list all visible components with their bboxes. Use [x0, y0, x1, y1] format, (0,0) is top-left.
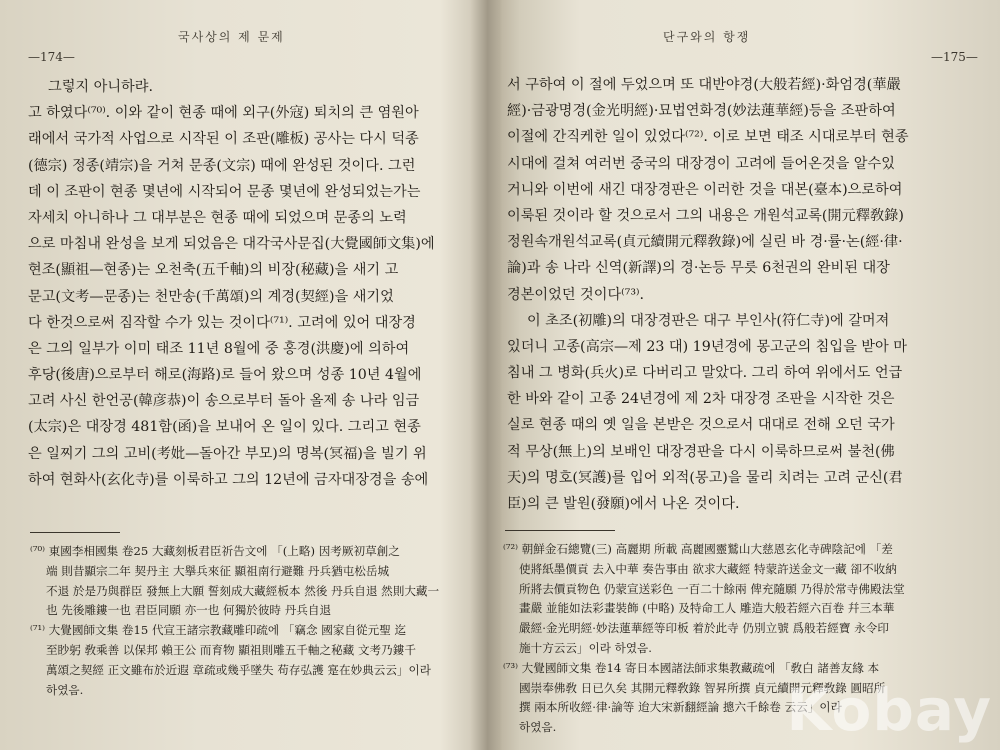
footnote-rule: [505, 530, 615, 531]
text-line: 거니와 이번에 새긴 대장경판은 이러한 것을 대본(臺本)으로하여: [507, 181, 903, 198]
text-line: 한 바와 같이 고종 24년경에 제 2차 대장경 조판을 시작한 것은: [507, 391, 895, 408]
footnote-line: 하였음.: [519, 720, 557, 735]
footnote-line: 撰 兩本所收經·律·論等 迨大宋新翻經論 摠六千餘卷 云云」이라: [519, 700, 842, 715]
right-page: [485, 0, 1000, 750]
footnote-line: 也 先後雕鏤一也 君臣同願 亦一也 何獨於彼時 丹兵自退: [46, 603, 332, 618]
text-line: 정원속개원석교록(貞元續開元釋敎錄)에 실린 바 경·률·논(經·律·: [507, 234, 903, 251]
footnote-line: 畫嚴 並能如法彩畫裝飾 (中略) 及特命工人 雕造大般若經六百卷 幷三本華: [519, 601, 895, 616]
text-line: 데 이 조판이 현종 몇년에 시작되어 문종 몇년에 완성되었는가는: [28, 183, 421, 200]
footnote-line: 所將去價貢物色 仍蒙宣送彩色 一百二十餘兩 俾充隨願 乃得於常寺佛殿法堂: [519, 581, 905, 596]
text-line: 있더니 고종(高宗—제 23 대) 19년경에 몽고군의 침입을 받아 마: [507, 338, 907, 355]
footnote-line: ⁽⁷³⁾ 大覺國師文集 卷14 寄日本國諸法師求集教藏疏에 「敎白 諸善友緣 本: [503, 660, 880, 675]
left-page: [0, 0, 485, 750]
text-line: 論)과 송 나라 신역(新譯)의 경·논등 무릇 6천권의 완비된 대장: [507, 260, 890, 277]
body-text: [28, 74, 460, 493]
text-line: 이절에 간직케한 일이 있었다⁽⁷²⁾. 이로 보면 태조 시대로부터 현종: [507, 129, 909, 146]
footnote-line: ⁽⁷²⁾ 朝鮮金石總覽(三) 高麗期 所載 高麗國靈鷲山大慈恩玄化寺碑陰記에 「差: [503, 542, 893, 556]
text-line: 현조(顯祖—현종)는 오천축(五千軸)의 비장(秘藏)을 새기 고: [28, 262, 399, 279]
footnote-line: 嚴經·金光明經·妙法蓮華經等印板 着於此寺 仍別立號 爲般若經寶 永令印: [519, 621, 889, 636]
footnotes: [30, 542, 460, 700]
footnote-line: ⁽⁷⁰⁾ 東國李相國集 卷25 大藏刻板君臣祈告文에 「(上略) 因考厥初草創之: [30, 544, 400, 558]
text-line: 후당(後唐)으로부터 해로(海路)로 들어 왔으며 성종 10년 4월에: [28, 367, 422, 384]
text-line: 래에서 국가적 사업으로 시작된 이 조판(雕板) 공사는 다시 덕종: [28, 131, 419, 148]
text-line: 이 초조(初雕)의 대장경판은 대구 부인사(符仁寺)에 갈머져: [527, 312, 890, 329]
text-line: 경본이었던 것이다⁽⁷³⁾.: [507, 286, 645, 303]
footnote-line: 至眇躬 敎乘善 以保邦 賴王公 而育物 顯祖則雕五千軸之秘藏 文考乃鏤千: [46, 642, 416, 657]
page-number: —174—: [28, 50, 75, 64]
text-line: 하여 현화사(玄化寺)를 이룩하고 그의 12년에 금자대장경을 송에: [28, 471, 429, 488]
text-line: 天)의 명호(冥護)를 입어 외적(몽고)을 물리 치려는 고려 군신(君: [507, 469, 903, 486]
running-head: 단구와의 항쟁: [663, 30, 751, 44]
text-line: 은 일찌기 그의 고비(考妣—돌아간 부모)의 명복(冥福)을 빌기 위: [28, 445, 427, 462]
footnote-line: 萬頌之契經 正文雖布於近遐 章疏或幾乎墜失 苟存弘護 寔在妙典云云」이라: [46, 662, 431, 677]
text-line: 시대에 걸쳐 여러번 중국의 대장경이 고려에 들어온것을 알수있: [507, 155, 895, 172]
text-line: 고 하였다⁽⁷⁰⁾. 이와 같이 현종 때에 외구(外寇) 퇴치의 큰 염원아: [28, 105, 419, 122]
text-line: 이룩된 것이라 할 것으로서 그의 내용은 개원석교록(開元釋敎錄): [507, 207, 904, 224]
text-line: 침내 그 병화(兵火)로 다버리고 말았다. 그리 하여 위에서도 언급: [507, 365, 903, 382]
text-line: 적 무상(無上)의 보배인 대장경판을 다시 이룩하므로써 불천(佛: [507, 443, 895, 460]
watermark-logo: Kobay: [786, 676, 992, 744]
body-text: [507, 72, 982, 517]
text-line: 臣)의 큰 발원(發願)에서 나온 것이다.: [507, 496, 740, 512]
footnote-line: 施十方云云」이라 하였음.: [519, 640, 652, 655]
text-line: 고려 사신 한언공(韓彦恭)이 송으로부터 돌아 올제 송 나라 임금: [28, 393, 420, 410]
text-line: 은 그의 일부가 이미 태조 11년 8월에 중 홍경(洪慶)에 의하여: [28, 340, 410, 357]
page-number: —175—: [931, 50, 978, 64]
footnote-line: 使將紙墨價貢 去入中華 奏告事由 欲求大藏經 特蒙許送金文一藏 卻不收納: [519, 561, 897, 576]
text-line: 자세치 아니하나 그 대부분은 현종 때에 되었으며 문종의 노력: [28, 209, 407, 226]
footnote-line: 國崇奉佛敎 日已久矣 其開元釋敎錄 智昇所撰 貞元續開元釋敎錄 圓昭所: [519, 680, 886, 695]
running-head: 국사상의 제 문제: [178, 30, 285, 44]
text-line: 서 구하여 이 절에 두었으며 또 대반야경(大般若經)·화엄경(華嚴: [507, 77, 901, 93]
text-line: (太宗)은 대장경 481함(函)을 보내어 온 일이 있다. 그리고 현종: [28, 419, 421, 436]
footnote-line: 하였음.: [46, 682, 84, 697]
text-line: 으로 마침내 완성을 보게 되었음은 대각국사문집(大覺國師文集)에: [28, 236, 435, 253]
footnote-line: 不退 於是乃與群臣 發無上大願 誓刻成大藏經板本 然後 丹兵自退 然則大藏一: [46, 583, 440, 598]
text-line: 그렇지 아니하랴.: [48, 79, 153, 95]
text-line: 經)·금광명경(金光明經)·묘법연화경(妙法蓮華經)등을 조판하여: [507, 103, 896, 120]
text-line: (德宗) 정종(靖宗)을 거쳐 문종(文宗) 때에 완성된 것이다. 그런: [28, 157, 416, 174]
footnote-line: ⁽⁷¹⁾ 大覺國師文集 卷15 代宣王諸宗教藏雕印疏에 「竊念 國家自從元聖 迄: [30, 623, 407, 638]
footnote-line: 端 則昔顯宗二年 契丹主 大擧兵來征 顯祖南行避難 丹兵猶屯松岳城: [46, 563, 390, 578]
text-line: 문고(文考—문종)는 천만송(千萬頌)의 계경(契經)을 새기었: [28, 288, 394, 305]
footnote-rule: [30, 532, 120, 533]
text-line: 다 한것으로써 짐작할 수가 있는 것이다⁽⁷¹⁾. 고려에 있어 대장경: [28, 314, 416, 331]
text-line: 실로 현종 때의 옛 일을 본받은 것으로서 대대로 전해 오던 국가: [507, 417, 895, 434]
